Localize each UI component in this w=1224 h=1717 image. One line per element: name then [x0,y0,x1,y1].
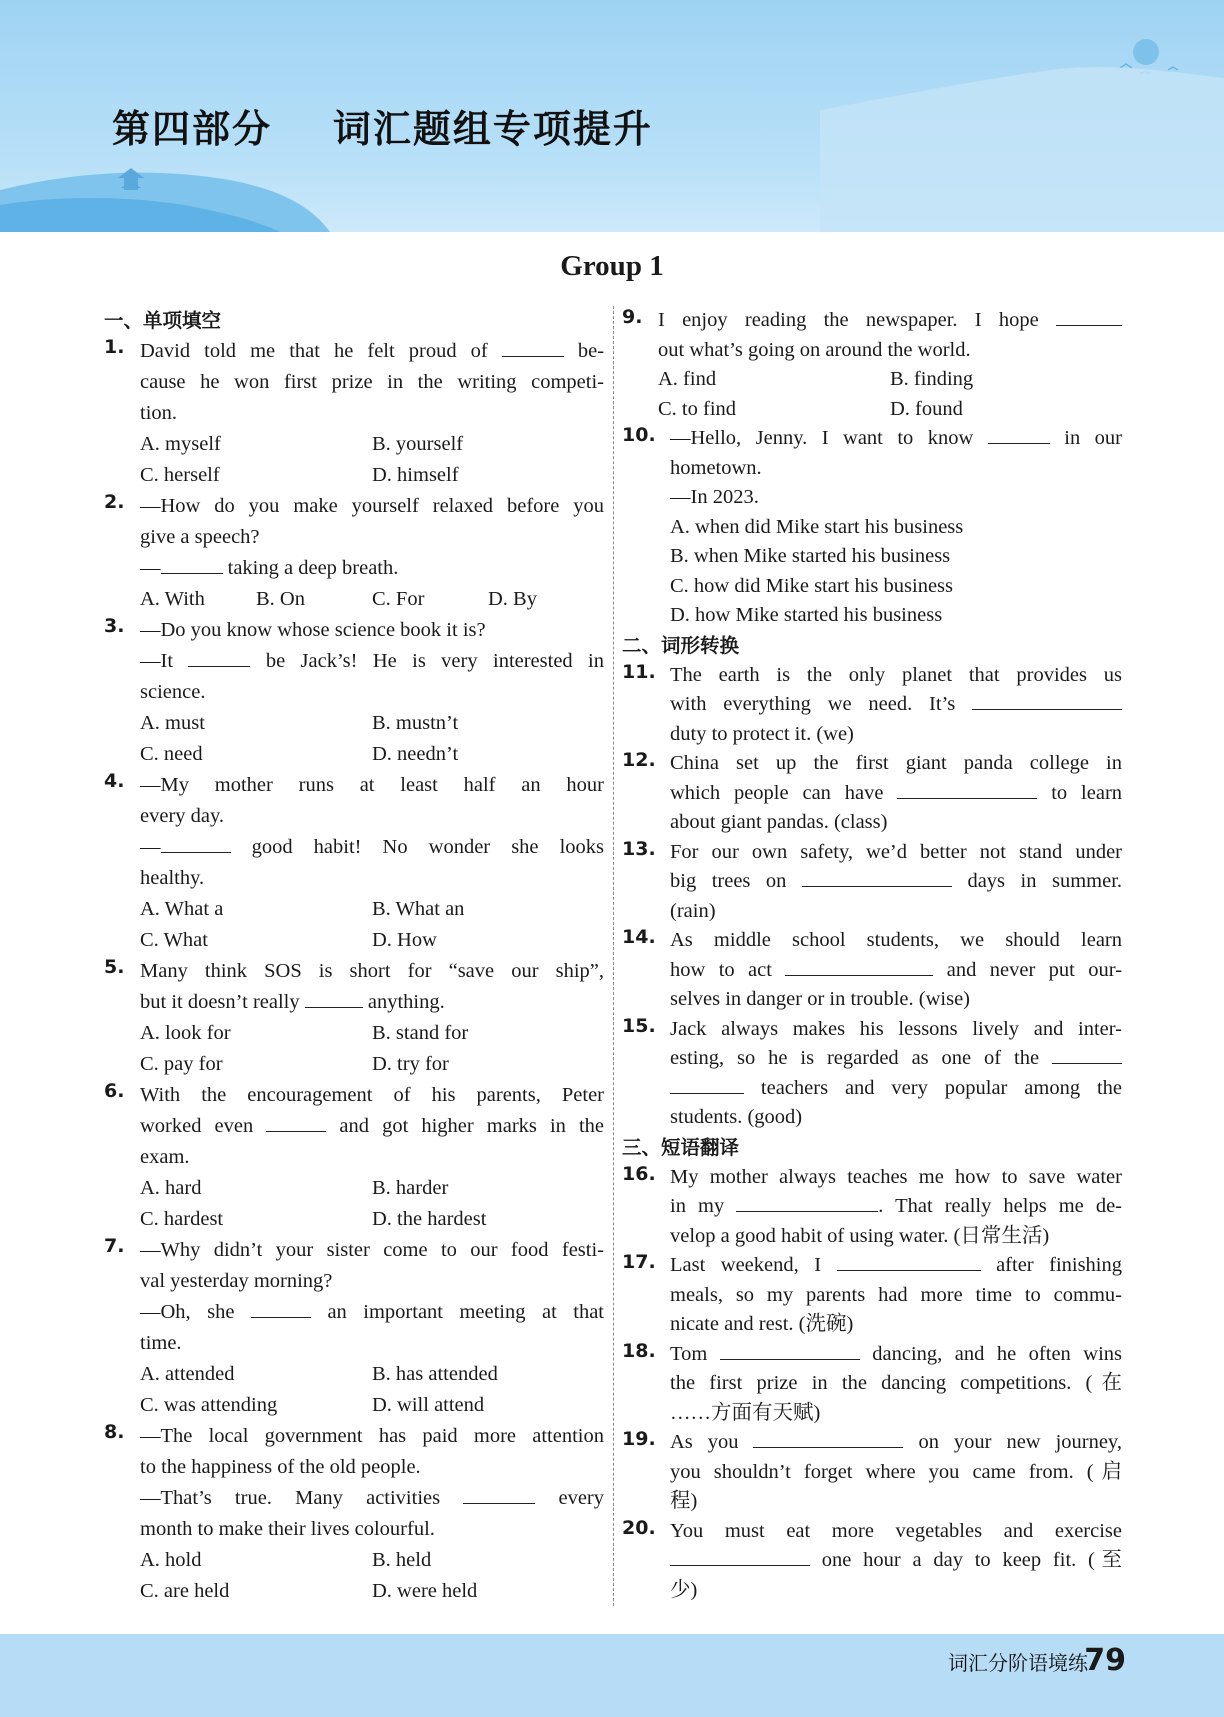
question-number: 18. [622,1339,656,1362]
question-line: one hour a day to keep fit. (至 [670,1546,1122,1576]
option: D. the hardest [372,1208,487,1230]
options-row [140,708,604,739]
option: B. finding [890,368,974,390]
question-line: to the happiness of the old people. [140,1456,421,1478]
answer-blank[interactable] [266,1113,326,1132]
question-4 [104,770,604,956]
question-line: 少) [670,1578,698,1601]
option: B. when Mike started his business [670,545,951,567]
option: D. needn’t [372,743,459,765]
question-number: 8. [104,1421,125,1443]
options-row [140,739,604,770]
question-1 [104,336,604,491]
options-row [140,1049,604,1080]
answer-blank[interactable] [837,1252,981,1271]
options-row [140,584,604,615]
answer-blank[interactable] [670,1547,810,1566]
options-row [140,1390,604,1421]
answer-blank[interactable] [463,1485,535,1504]
question-line: —That’s true. Many activities every [140,1487,605,1509]
question-line: big trees on days in summer. [670,870,1123,892]
option: C. What [140,929,208,951]
answer-blank[interactable] [161,834,231,853]
option: A. when did Mike start his business [670,515,964,538]
left-column [104,306,604,1607]
option: A. myself [140,433,221,455]
question-13 [622,838,1122,927]
question-number: 14. [622,926,656,948]
question-line: every day. [140,805,225,827]
question-3 [104,615,604,770]
answer-blank[interactable] [1056,307,1122,326]
option: B. held [372,1549,432,1571]
question-line: (rain) [670,899,716,922]
question-line: worked even and got higher marks in the [140,1115,605,1137]
answer-blank[interactable] [753,1429,903,1448]
option: D. how Mike started his business [670,604,943,626]
question-line: teachers and very popular among the [670,1074,1122,1104]
question-line: —In 2023. [670,486,759,508]
question-number: 7. [104,1235,125,1257]
answer-blank[interactable] [251,1299,311,1318]
book-title: 词汇分阶语境练 [948,1651,1088,1675]
question-line: —It be Jack’s! He is very interested in [140,650,605,672]
question-line: exam. [140,1146,190,1168]
option: C. pay for [140,1053,223,1075]
question-line: With the encouragement of his parents, Peter [140,1084,604,1106]
question-line: I enjoy reading the newspaper. I hope [658,306,1122,336]
question-number: 11. [622,660,656,683]
answer-blank[interactable] [736,1193,878,1212]
question-line: the first prize in the dancing competitions. (在 [670,1372,1122,1394]
answer-blank[interactable] [502,338,564,357]
answer-blank[interactable] [161,555,223,574]
options-row [140,1018,604,1049]
option: C. need [140,743,203,765]
question-8 [104,1421,604,1607]
option: D. How [372,929,437,951]
options-row [140,1173,604,1204]
question-number: 20. [622,1516,656,1539]
question-14 [622,926,1122,1015]
question-line: —Oh, she an important meeting at that [140,1301,604,1323]
option: C. herself [140,464,220,486]
question-12 [622,749,1122,838]
question-number: 15. [622,1014,656,1037]
options-row [140,1545,604,1576]
question-2 [104,491,604,615]
question-5 [104,956,604,1080]
question-line: how to act and never put our- [670,958,1123,981]
question-line: healthy. [140,867,205,889]
option: A. find [658,368,717,390]
question-line: which people can have to learn [670,781,1123,804]
answer-blank[interactable] [720,1341,860,1360]
question-line: duty to protect it. (we) [670,722,854,745]
question-line: month to make their lives colourful. [140,1518,435,1540]
answer-blank[interactable] [188,648,250,667]
question-number: 6. [104,1080,125,1102]
option: B. has attended [372,1363,498,1385]
question-line: esting, so he is regarded as one of the [670,1044,1122,1074]
option: B. On [256,588,305,610]
question-line: selves in danger or in trouble. (wise) [670,988,971,1010]
answer-blank[interactable] [988,425,1050,444]
page-number: 79 [1084,1643,1126,1678]
answer-blank[interactable] [802,868,952,887]
question-line: Many think SOS is short for “save our ship”, [140,960,604,982]
question-number: 2. [104,491,125,513]
question-number: 10. [622,424,656,446]
question-line: with everything we need. It’s [670,690,1122,720]
question-line: but it doesn’t really anything. [140,991,445,1013]
right-column [622,306,1122,1605]
question-number: 1. [104,336,125,358]
options-row [140,1204,604,1235]
option: D. By [488,588,537,610]
question-number: 12. [622,749,656,771]
question-line: Last weekend, I after finishing [670,1254,1123,1276]
option: D. himself [372,464,459,486]
question-line: you shouldn’t forget where you came from. (启 [670,1460,1122,1483]
question-line: tion. [140,402,178,424]
question-line: about giant pandas. (class) [670,811,888,833]
option: B. What an [372,898,465,920]
question-line: China set up the first giant panda college in [670,752,1122,774]
question-line: nicate and rest. (洗碗) [670,1313,854,1335]
question-11 [622,661,1122,750]
option: D. were held [372,1580,478,1602]
question-line: time. [140,1332,182,1354]
options-row [140,1359,604,1390]
answer-blank[interactable] [897,780,1037,799]
question-line: velop a good habit of using water. (日常生活) [670,1224,1050,1247]
option: D. will attend [372,1394,485,1416]
options-row [140,894,604,925]
question-number: 4. [104,770,125,792]
answer-blank[interactable] [670,1075,744,1094]
header-banner [0,0,1224,232]
option: C. hardest [140,1208,224,1230]
question-line: science. [140,681,206,703]
option: A. hard [140,1177,202,1199]
question-line: As you on your new journey, [670,1431,1122,1453]
question-number: 3. [104,615,125,637]
question-20 [622,1517,1122,1606]
question-line: —My mother runs at least half an hour [140,774,604,796]
question-7 [104,1235,604,1421]
question-line: students. (good) [670,1106,803,1128]
answer-blank[interactable] [305,989,363,1008]
options-row [140,460,604,491]
question-line: meals, so my parents had more time to commu- [670,1283,1122,1306]
question-number: 16. [622,1162,656,1185]
option: D. found [890,397,963,420]
option: A. look for [140,1022,231,1044]
question-line: Jack always makes his lessons lively and inter- [670,1017,1122,1040]
options-row [140,1576,604,1607]
question-number: 17. [622,1251,656,1273]
question-line: —Why didn’t your sister come to our food festi- [140,1239,604,1261]
question-15 [622,1015,1122,1133]
option: D. try for [372,1053,449,1075]
question-line: For our own safety, we’d better not stand under [670,840,1122,863]
group-title: Group 1 [560,250,664,282]
question-line: The earth is the only planet that provides us [670,663,1122,686]
options-row [140,429,604,460]
answer-blank[interactable] [1052,1045,1122,1064]
question-16 [622,1163,1122,1252]
question-10 [622,424,1122,631]
question-line: As middle school students, we should learn [670,929,1122,951]
answer-blank[interactable] [972,691,1122,710]
question-6 [104,1080,604,1235]
question-line: Tom dancing, and he often wins [670,1342,1122,1365]
option: C. was attending [140,1394,278,1416]
options-row [658,365,1122,395]
option: A. With [140,588,205,610]
option: A. hold [140,1549,202,1571]
options-row [140,925,604,956]
question-19 [622,1428,1122,1517]
options-row [658,395,1122,425]
question-18 [622,1340,1122,1429]
question-line: —Do you know whose science book it is? [140,619,486,641]
part-title: 第四部分 词汇题组专项提升 [112,107,653,151]
section-heading: 二、词形转换 [622,633,740,657]
column-divider [613,306,614,1606]
question-number: 5. [104,956,125,978]
question-9 [622,306,1122,424]
answer-blank[interactable] [785,957,933,976]
sun-icon [1133,39,1159,65]
question-line: val yesterday morning? [140,1270,333,1292]
question-line: cause he won first prize in the writing competi- [140,371,604,393]
question-line: —How do you make yourself relaxed before you [140,495,604,517]
question-17 [622,1251,1122,1340]
question-line: out what’s going on around the world. [658,338,971,361]
option: A. attended [140,1363,235,1385]
option: C. how did Mike start his business [670,574,954,597]
question-line: My mother always teaches me how to save water [670,1165,1122,1188]
question-line: — good habit! No wonder she looks [140,836,605,858]
section-heading: 一、单项填空 [104,309,222,332]
question-line: —Hello, Jenny. I want to know in our [670,427,1122,449]
question-line: in my . That really helps me de- [670,1195,1123,1217]
question-line: 程) [670,1490,698,1512]
question-number: 9. [622,306,643,328]
option: A. What a [140,898,224,920]
question-line: — taking a deep breath. [140,557,399,579]
option: C. to find [658,397,737,420]
option: B. stand for [372,1022,469,1044]
question-number: 13. [622,837,656,860]
section-heading: 三、短语翻译 [622,1135,740,1159]
question-line: ……方面有天赋) [670,1401,821,1424]
question-line: David told me that he felt proud of be- [140,340,605,362]
question-number: 19. [622,1428,656,1450]
option: A. must [140,712,205,734]
question-line: —The local government has paid more attention [140,1425,604,1447]
option: C. are held [140,1580,230,1602]
question-line: hometown. [670,456,762,479]
option: B. mustn’t [372,712,459,734]
question-line: You must eat more vegetables and exercise [670,1519,1122,1542]
option: B. harder [372,1177,449,1199]
option: B. yourself [372,433,464,455]
option: C. For [372,588,425,610]
question-line: give a speech? [140,526,260,548]
